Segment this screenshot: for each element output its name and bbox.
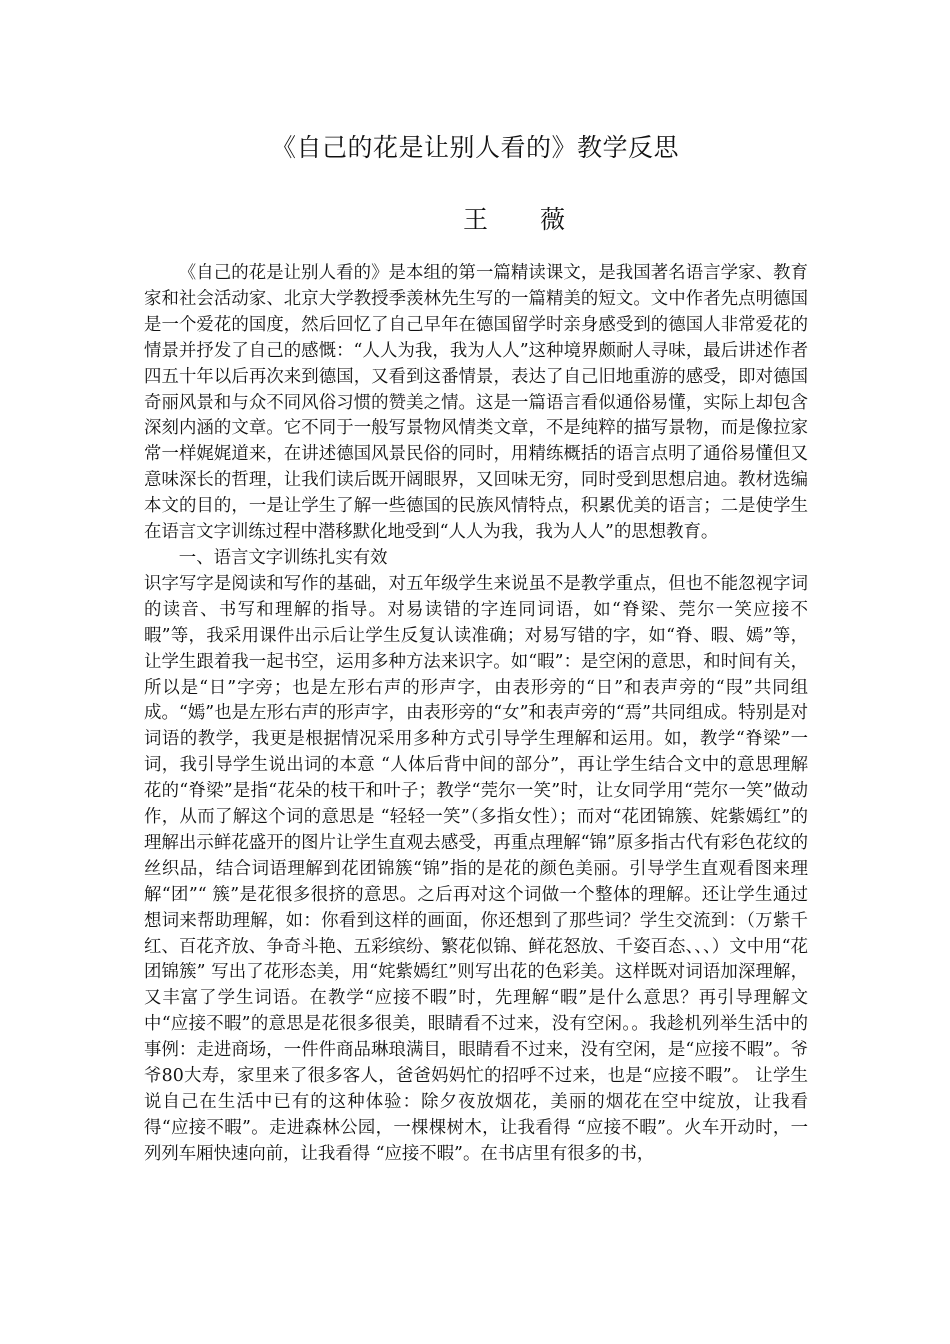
- intro-paragraph: 《自己的花是让别人看的》是本组的第一篇精读课文，是我国著名语言学家、教育家和社会活动家、北京大学教授季羡林先生写的一篇精美的短文。文中作者先点明德国是一个爱花的国度，然后回忆了自己早年在德国留学时亲身感受到的德国人非常爱花的情景并抒发了自己的感慨：“人人为我，我为人人”这种境界颇耐人寻味，最后讲述作者四五十年以后再次来到德国，又看到这番情景，表达了自己旧地重游的感受，即对德国奇丽风景和与众不同风俗习惯的赞美之情。这是一篇语言看似通俗易懂，实际上却包含深刻内涵的文章。它不同于一般写景物风情类文章，不是纯粹的描写景物，而是像拉家常一样娓娓道来，在讲述德国风景民俗的同时，用精练概括的语言点明了通俗易懂但又意味深长的哲理，让我们读后既开阔眼界，又回味无穷，同时受到思想启迪。教材选编本文的目的，一是让学生了解一些德国的民族风情特点，积累优美的语言；二是使学生在语言文字训练过程中潜移默化地受到“人人为我，我为人人”的思想教育。: [144, 263, 808, 543]
- section-heading: 一、语言文字训练扎实有效: [178, 547, 388, 568]
- author-name: 王 薇: [463, 205, 587, 234]
- document-title: 《自己的花是让别人看的》教学反思: [270, 133, 679, 162]
- document-body: [144, 261, 808, 1168]
- body-paragraph: 识字写字是阅读和写作的基础，对五年级学生来说虽不是教学重点，但也不能忽视字词的读音、书写和理解的指导。对易读错的字连同词语，如“脊梁、莞尔一笑应接不暇”等，我采用课件出示后让学生反复认读准确；对易写错的字，如“脊、暇、嫣”等，让学生跟着我一起书空，运用多种方法来识字。如“暇”：是空闲的意思，和时间有关，所以是“日”字旁；也是左形右声的形声字，由表形旁的“日”和表声旁的“叚”共同组成。“嫣”也是左形右声的形声字，由表形旁的“女”和表声旁的“焉”共同组成。特别是对词语的教学，我更是根据情况采用多种方式引导学生理解和运用。如，教学“脊梁”一词，我引导学生说出词的本意 “人体后背中间的部分”，再让学生结合文中的意思理解花的“脊梁”是指“花朵的枝干和叶子；教学“莞尔一笑”时，让女同学用“莞尔一笑”做动作，从而了解这个词的意思是 “轻轻一笑”（多指女性）；而对“花团锦簇、姹紫嫣红”的理解出示鲜花盛开的图片让学生直观去感受，再重点理解“锦”原多指古代有彩色花纹的丝织品，结合词语理解到花团锦簇“锦”指的是花的颜色美丽。引导学生直观看图来理解“团”“ 簇”是花很多很挤的意思。之后再对这个词做一个整体的理解。还让学生通过想词来帮助理解，如：你看到这样的画面，你还想到了那些词？学生交流到：（万紫千红、百花齐放、争奇斗艳、五彩缤纷、繁花似锦、鲜花怒放、千姿百态、、、）文中用“花团锦簇” 写出了花形态美，用“姹紫嫣红”则写出花的色彩美。这样既对词语加深理解，又丰富了学生词语。在教学“应接不暇”时，先理解“暇”是什么意思？再引导理解文中“应接不暇”的意思是花很多很美，眼睛看不过来，没有空闲。。我趁机列举生活中的事例：走进商场，一件件商品琳琅满目，眼睛看不过来，没有空闲，是“应接不暇”。爷爷80大寿，家里来了很多客人，爸爸妈妈忙的招呼不过来，也是“应接不暇”。 让学生说自己在生活中已有的这种体验：除夕夜放烟花，美丽的烟花在空中绽放，让我看得“应接不暇”。走进森林公园，一棵棵树木，让我看得 “应接不暇”。火车开动时，一列列车厢快速向前，让我看得 “应接不暇”。在书店里有很多的书，: [144, 573, 808, 1164]
